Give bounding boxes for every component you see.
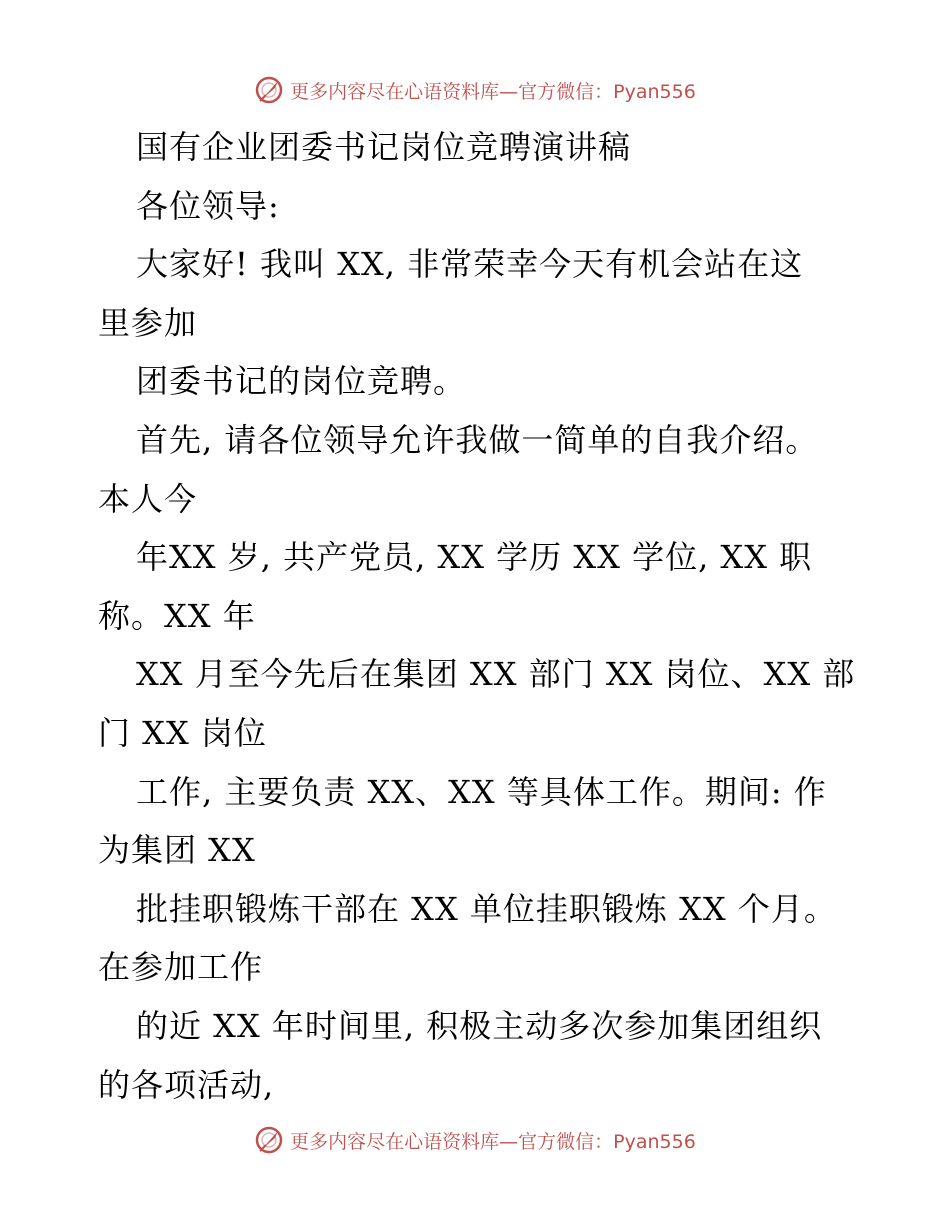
watermark-text: 更多内容尽在心语资料库—官方微信：Pyan556 — [290, 1130, 696, 1153]
header-watermark-banner — [0, 72, 950, 108]
paragraph-line: 批挂职锻炼干部在 XX 单位挂职锻炼 XX 个月。 — [136, 889, 837, 928]
document-body — [98, 118, 858, 1114]
paragraph-line: 称。XX 年 — [98, 596, 256, 635]
paragraph-line: 大家好! 我叫 XX, 非常荣幸今天有机会站在这 — [136, 245, 804, 284]
footer-watermark-banner — [0, 1122, 950, 1158]
document-title: 国有企业团委书记岗位竞聘演讲稿 — [136, 128, 632, 166]
paragraph-line: 首先, 请各位领导允许我做一简单的自我介绍。 — [136, 420, 819, 459]
paragraph-line: 门 XX 岗位 — [98, 713, 267, 752]
paragraph-line: 年XX 岁, 共产党员, XX 学历 XX 学位, XX 职 — [136, 538, 813, 577]
paragraph-line: XX 月至今先后在集团 XX 部门 XX 岗位、XX 部 — [136, 655, 856, 694]
paragraph-line: 本人今 — [98, 479, 198, 518]
quill-seal-icon — [254, 75, 284, 105]
paragraph-line: 在参加工作 — [98, 948, 264, 987]
paragraph-line: 的近 XX 年时间里, 积极主动多次参加集团组织 — [136, 1006, 823, 1045]
paragraph-line: 里参加 — [98, 303, 198, 342]
paragraph-line: 为集团 XX — [98, 831, 256, 870]
paragraph-line: 的各项活动, — [98, 1065, 275, 1104]
watermark-text: 更多内容尽在心语资料库—官方微信：Pyan556 — [290, 80, 696, 103]
paragraph-line: 团委书记的岗位竞聘。 — [136, 362, 467, 401]
quill-seal-icon — [254, 1125, 284, 1155]
paragraph-line: 工作, 主要负责 XX、XX 等具体工作。期间: 作 — [136, 772, 827, 811]
paragraph-line: 各位领导: — [136, 186, 280, 225]
